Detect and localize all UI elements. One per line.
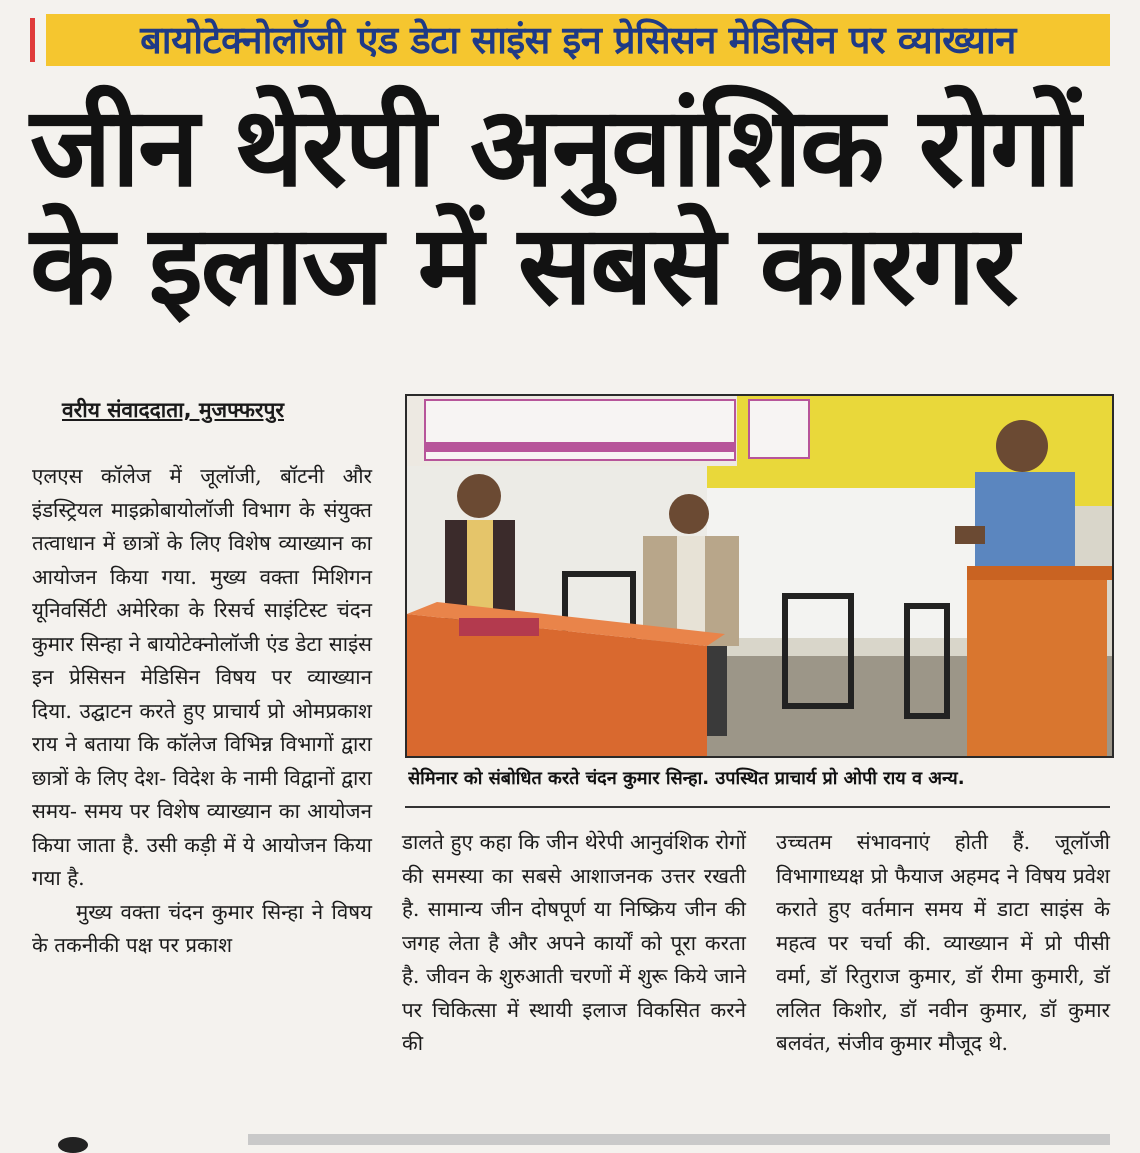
headline: [30, 83, 1110, 329]
headline-line-1: जीन थेरेपी अनुवांशिक रोगों: [30, 83, 1079, 211]
photo-caption: सेमिनार को संबोधित करते चंदन कुमार सिन्हा. उपस्थित प्राचार्य प्रो ओपी राय व अन्य.: [408, 768, 965, 789]
kicker-banner: बायोटेक्नोलॉजी एंड डेटा साइंस इन प्रेसिसन मेडिसिन पर व्याख्यान: [46, 14, 1110, 66]
article-paragraph-3: डालते हुए कहा कि जीन थेरेपी आनुवंशिक रोगों की समस्या का सबसे आशाजनक उत्तर रखती है. सामान्य जीन दोषपूर्ण या निष्क्रिय जीन की जगह लेता है और अपने कार्यों को पूरा करता है. जीवन के शुरुआती चरणों में शुरू किये जाने पर चिकित्सा में स्थायी इलाज विकसित करने की: [402, 830, 746, 1055]
article-column-1: [32, 460, 372, 963]
article-paragraph-1: एलएस कॉलेज में जूलॉजी, बॉटनी और इंडस्ट्रियल माइक्रोबायोलॉजी विभाग के संयुक्त तत्वाधान में छात्रों के लिए विशेष व्याख्यान का आयोजन किया गया. मुख्य वक्ता मिशिगन यूनिवर्सिटी अमेरिका के रिसर्च साइंटिस्ट चंदन कुमार सिन्हा ने बायोटेक्नोलॉजी एंड डेटा साइंस इन प्रेसिसन मेडिसिन विषय पर व्याख्यान दिया. उद्घाटन करते हुए प्राचार्य प्रो ओमप्रकाश राय ने बताया कि कॉलेज विभिन्न विभागों द्वारा छात्रों के लिए देश- विदेश के नामी विद्वानों द्वारा समय- समय पर विशेष व्याख्यान का आयोजन किया जाता है. उसी कड़ी में ये आयोजन किया गया है.: [32, 464, 372, 890]
news-photo: [405, 394, 1114, 758]
seminar-photo-illustration: [407, 396, 1112, 756]
byline: वरीय संवाददाता, मुजफ्फरपुर: [62, 398, 284, 422]
headline-line-2: के इलाज में सबसे कारगर: [30, 201, 1017, 329]
article-column-3: [776, 826, 1110, 1061]
article-paragraph-2: मुख्य वक्ता चंदन कुमार सिन्हा ने विषय के तकनीकी पक्ष पर प्रकाश: [32, 899, 372, 957]
kicker-edge-rule: [30, 18, 35, 62]
page-bottom-mark: [58, 1137, 88, 1153]
caption-divider: [405, 806, 1110, 808]
page-bottom-band: [248, 1134, 1110, 1145]
article-column-2: [402, 826, 746, 1061]
article-paragraph-4: उच्चतम संभावनाएं होती हैं. जूलॉजी विभागाध्यक्ष प्रो फैयाज अहमद ने विषय प्रवेश कराते हुए वर्तमान समय में डाटा साइंस के महत्व पर चर्चा की. व्याख्यान में प्रो पीसी वर्मा, डॉ रितुराज कुमार, डॉ रीमा कुमारी, डॉ ललित किशोर, डॉ नवीन कुमार, डॉ कुमार बलवंत, संजीव कुमार मौजूद थे.: [776, 830, 1110, 1055]
